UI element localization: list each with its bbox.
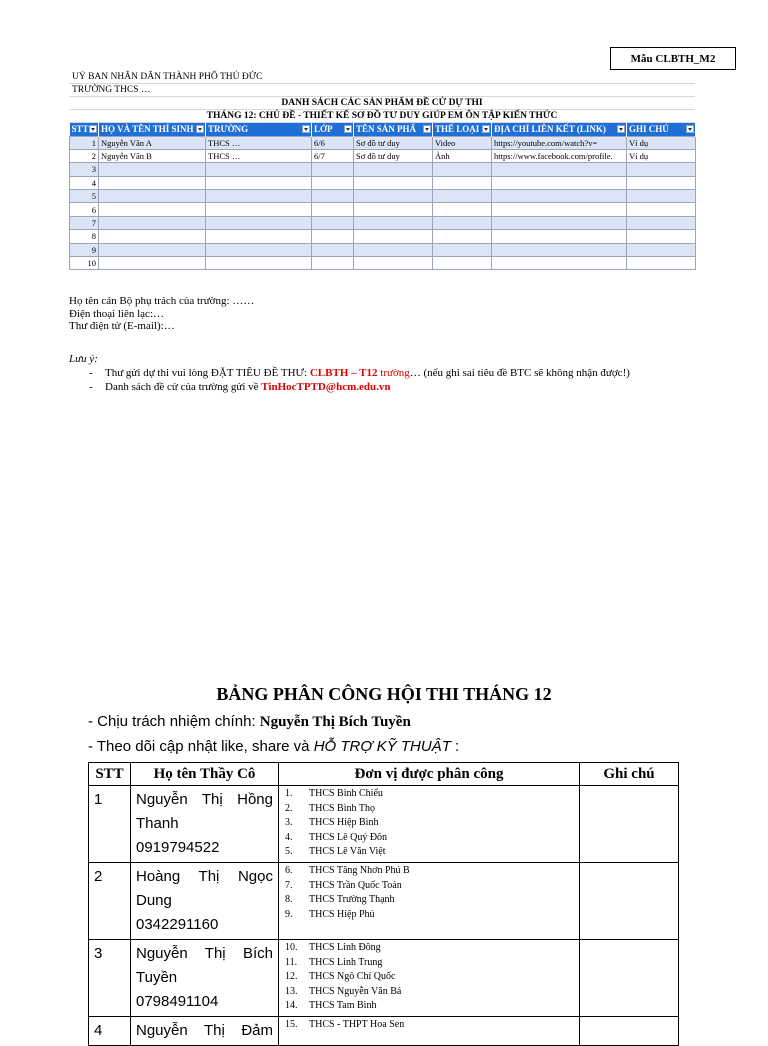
- cell-note[interactable]: [627, 176, 696, 189]
- assignment-stt: 4: [89, 1017, 131, 1046]
- cell-type[interactable]: [433, 176, 492, 189]
- cell-type[interactable]: [433, 203, 492, 216]
- cell-class[interactable]: [312, 203, 354, 216]
- cell-name[interactable]: [99, 163, 206, 176]
- assignment-note: [580, 863, 679, 940]
- cell-link[interactable]: [492, 190, 627, 203]
- assignment-row: [89, 940, 679, 1017]
- assign-column-header: Ghi chú: [580, 763, 679, 786]
- school-name: TRƯỜNG THCS …: [69, 84, 695, 97]
- cell-stt[interactable]: 10: [70, 257, 99, 270]
- committee-name: UỶ BAN NHÂN DÂN THÀNH PHỐ THỦ ĐỨC: [69, 71, 695, 84]
- assign-column-header: STT: [89, 763, 131, 786]
- subject-code: CLBTH – T12: [309, 367, 378, 379]
- assignment-stt: 1: [89, 786, 131, 863]
- cell-link[interactable]: [492, 176, 627, 189]
- table-row: [70, 203, 696, 216]
- unit-name: THCS Tăng Nhơn Phú B: [309, 865, 410, 876]
- units-cell: [279, 786, 580, 863]
- unit-name: THCS Tam Bình: [309, 1000, 377, 1011]
- teacher-name: Nguyễn Thị Bích: [136, 945, 273, 962]
- filter-dropdown-icon[interactable]: [344, 125, 352, 133]
- unit-name: THCS Ngô Chí Quốc: [309, 971, 396, 982]
- unit-item: [285, 864, 573, 879]
- registration-table: [69, 123, 696, 270]
- assignment-stt: 3: [89, 940, 131, 1017]
- cell-school[interactable]: [206, 163, 312, 176]
- cell-school[interactable]: [206, 243, 312, 256]
- sheet-title: DANH SÁCH CÁC SẢN PHẨM ĐỀ CỬ DỰ THI: [69, 97, 695, 110]
- unit-item: [285, 999, 573, 1014]
- table-row: [70, 149, 696, 162]
- unit-number: 3.: [285, 817, 293, 828]
- teacher-phone: 0919794522: [136, 839, 220, 856]
- unit-name: THCS Hiệp Phú: [309, 908, 375, 920]
- column-header[interactable]: STT: [70, 123, 99, 136]
- assignment-note: [580, 786, 679, 863]
- cell-school[interactable]: [206, 203, 312, 216]
- cell-name[interactable]: [99, 176, 206, 189]
- cell-type[interactable]: Ảnh: [433, 149, 492, 162]
- column-header[interactable]: THỂ LOẠI: [433, 123, 492, 136]
- note-section: [69, 352, 630, 394]
- note-item-subject: [89, 366, 630, 380]
- unit-number: 2.: [285, 802, 293, 814]
- units-cell: [279, 940, 580, 1017]
- assignment-row: [89, 863, 679, 940]
- support-line: [88, 738, 459, 755]
- lead-name: Nguyễn Thị Bích Tuyền: [259, 714, 411, 730]
- note-text: Danh sách đề cử của trường gửi về: [105, 381, 262, 393]
- cell-note[interactable]: Ví dụ: [627, 149, 696, 162]
- unit-item: [285, 787, 573, 802]
- table-row: [70, 163, 696, 176]
- column-header[interactable]: GHI CHÚ: [627, 123, 696, 136]
- filter-dropdown-icon[interactable]: [196, 125, 204, 133]
- unit-number: 13.: [285, 985, 298, 997]
- cell-link[interactable]: [492, 216, 627, 229]
- note-text: … (nếu ghi sai tiêu đề BTC sẽ không nhận được!): [409, 367, 630, 379]
- cell-note[interactable]: [627, 190, 696, 203]
- cell-class[interactable]: [312, 257, 354, 270]
- cell-school[interactable]: [206, 257, 312, 270]
- cell-class[interactable]: [312, 163, 354, 176]
- cell-product[interactable]: [354, 203, 433, 216]
- assign-column-header: Đơn vị được phân công: [279, 763, 580, 786]
- teacher-name-cont: Tuyền: [136, 969, 178, 986]
- cell-stt[interactable]: 8: [70, 230, 99, 243]
- template-code-badge: Mẫu CLBTH_M2: [610, 47, 736, 70]
- unit-name: THCS Trường Thạnh: [309, 894, 395, 905]
- unit-name: THCS Lê Quý Đôn: [309, 831, 388, 843]
- unit-number: 12.: [285, 971, 298, 982]
- unit-item: [285, 802, 573, 817]
- cell-name[interactable]: Nguyễn Văn B: [99, 149, 206, 162]
- support-label: - Theo dõi cập nhật like, share và: [88, 738, 314, 755]
- unit-item: [285, 879, 573, 894]
- lead-line: [88, 713, 411, 731]
- cell-product[interactable]: [354, 216, 433, 229]
- teacher-phone: 0342291160: [136, 916, 219, 933]
- unit-number: 7.: [285, 879, 293, 891]
- assignment-row: [89, 1017, 679, 1046]
- column-header[interactable]: TÊN SẢN PHẨ: [354, 123, 433, 136]
- contact-phone: Điện thoại liên lạc:…: [69, 307, 164, 320]
- filter-dropdown-icon[interactable]: [89, 125, 97, 133]
- unit-number: 15.: [285, 1019, 298, 1030]
- cell-stt[interactable]: 9: [70, 243, 99, 256]
- teacher-name-cont: Dung: [136, 892, 172, 909]
- teacher-name: Hoàng Thị Ngọc: [136, 868, 273, 885]
- contact-person: Họ tên cán Bộ phụ trách của trường: ……: [69, 295, 255, 307]
- cell-product[interactable]: [354, 230, 433, 243]
- units-cell: [279, 863, 580, 940]
- assignment-stt: 2: [89, 863, 131, 940]
- cell-stt[interactable]: 4: [70, 176, 99, 189]
- cell-link[interactable]: [492, 257, 627, 270]
- cell-class[interactable]: [312, 243, 354, 256]
- column-header[interactable]: HỌ VÀ TÊN THÍ SINH: [99, 123, 206, 136]
- teacher-name: Nguyễn Thị Hồng: [136, 791, 273, 808]
- unit-item: [285, 970, 573, 985]
- unit-item: [285, 985, 573, 1000]
- column-header[interactable]: LỚP: [312, 123, 354, 136]
- teacher-cell: [131, 786, 279, 863]
- cell-type[interactable]: [433, 243, 492, 256]
- note-title: Lưu ý:: [69, 353, 98, 365]
- cell-link[interactable]: [492, 243, 627, 256]
- cell-type[interactable]: Video: [433, 136, 492, 149]
- cell-school[interactable]: [206, 230, 312, 243]
- cell-stt[interactable]: 7: [70, 216, 99, 229]
- cell-stt[interactable]: 1: [70, 136, 99, 149]
- cell-link[interactable]: https://youtube.com/watch?v=: [492, 136, 627, 149]
- unit-name: THCS Lê Văn Việt: [309, 846, 386, 857]
- cell-note[interactable]: [627, 163, 696, 176]
- teacher-cell: [131, 940, 279, 1017]
- cell-product[interactable]: Sơ đồ tư duy: [354, 149, 433, 162]
- contact-email: Thư điện tử (E-mail):…: [69, 320, 175, 332]
- table-row: [70, 230, 696, 243]
- assignment-row: [89, 786, 679, 863]
- unit-number: 8.: [285, 894, 293, 905]
- cell-type[interactable]: [433, 216, 492, 229]
- cell-note[interactable]: [627, 243, 696, 256]
- teacher-phone: 0798491104: [136, 993, 219, 1010]
- teacher-name-cont: Thanh: [136, 815, 179, 832]
- unit-number: 6.: [285, 865, 293, 876]
- unit-name: THCS Bình Thọ: [309, 802, 375, 814]
- unit-item: [285, 1018, 573, 1033]
- email-link[interactable]: TinHocTPTD@hcm.edu.vn: [261, 381, 391, 393]
- note-text: Thư gửi dự thi vui lòng ĐẶT TIÊU ĐỀ THƯ:: [105, 367, 310, 379]
- cell-school[interactable]: THCS …: [206, 136, 312, 149]
- cell-product[interactable]: [354, 163, 433, 176]
- table-row: [70, 190, 696, 203]
- cell-class[interactable]: 6/6: [312, 136, 354, 149]
- cell-note[interactable]: [627, 257, 696, 270]
- units-cell: [279, 1017, 580, 1046]
- unit-item: [285, 831, 573, 846]
- unit-item: [285, 816, 573, 831]
- cell-type[interactable]: [433, 190, 492, 203]
- unit-number: 4.: [285, 831, 293, 843]
- assign-column-header: Họ tên Thầy Cô: [131, 763, 279, 786]
- table-row: [70, 136, 696, 149]
- filter-dropdown-icon[interactable]: [423, 125, 431, 133]
- unit-number: 11.: [285, 956, 298, 968]
- cell-name[interactable]: Nguyễn Văn A: [99, 136, 206, 149]
- cell-product[interactable]: [354, 257, 433, 270]
- support-role: HỖ TRỢ KỸ THUẬT: [313, 738, 451, 755]
- teacher-cell: [131, 863, 279, 940]
- sheet-subtitle: THÁNG 12: CHỦ ĐỀ - THIẾT KẾ SƠ ĐỒ TƯ DUY GIÚP EM ÔN TẬP KIẾN THỨC: [69, 110, 695, 123]
- table-row: [70, 216, 696, 229]
- cell-class[interactable]: [312, 190, 354, 203]
- cell-class[interactable]: [312, 216, 354, 229]
- unit-name: THCS Hiệp Bình: [309, 817, 379, 828]
- unit-number: 1.: [285, 788, 293, 799]
- cell-class[interactable]: [312, 230, 354, 243]
- cell-name[interactable]: [99, 257, 206, 270]
- filter-dropdown-icon[interactable]: [482, 125, 490, 133]
- unit-item: [285, 845, 573, 860]
- lead-label: - Chịu trách nhiệm chính:: [88, 713, 260, 730]
- filter-dropdown-icon[interactable]: [302, 125, 310, 133]
- cell-class[interactable]: 6/7: [312, 149, 354, 162]
- cell-stt[interactable]: 3: [70, 163, 99, 176]
- cell-school[interactable]: [206, 216, 312, 229]
- unit-name: THCS Nguyễn Văn Bá: [309, 985, 402, 997]
- assignment-note: [580, 1017, 679, 1046]
- table-row: [70, 176, 696, 189]
- registration-sheet: [69, 71, 695, 270]
- contact-info: [69, 295, 254, 333]
- cell-name[interactable]: [99, 243, 206, 256]
- cell-name[interactable]: [99, 203, 206, 216]
- cell-note[interactable]: Ví dụ: [627, 136, 696, 149]
- cell-type[interactable]: [433, 230, 492, 243]
- assignment-title: BẢNG PHÂN CÔNG HỘI THI THÁNG 12: [216, 684, 552, 704]
- unit-number: 9.: [285, 908, 293, 920]
- cell-school[interactable]: THCS …: [206, 149, 312, 162]
- unit-item: [285, 893, 573, 908]
- cell-link[interactable]: [492, 230, 627, 243]
- unit-name: THCS Bình Chiểu: [309, 788, 383, 799]
- unit-name: THCS Linh Trung: [309, 956, 383, 968]
- cell-stt[interactable]: 2: [70, 149, 99, 162]
- support-suffix: :: [450, 738, 460, 755]
- cell-name[interactable]: [99, 216, 206, 229]
- cell-stt[interactable]: 5: [70, 190, 99, 203]
- table-row: [70, 257, 696, 270]
- cell-product[interactable]: Sơ đồ tư duy: [354, 136, 433, 149]
- unit-number: 10.: [285, 942, 298, 953]
- teacher-name: Nguyễn Thị Đảm: [136, 1022, 273, 1039]
- cell-note[interactable]: [627, 230, 696, 243]
- cell-link[interactable]: [492, 163, 627, 176]
- cell-name[interactable]: [99, 190, 206, 203]
- column-header[interactable]: ĐỊA CHỈ LIÊN KẾT (LINK): [492, 123, 627, 136]
- unit-name: THCS Linh Đông: [309, 942, 381, 953]
- cell-stt[interactable]: 6: [70, 203, 99, 216]
- note-item-email: [89, 380, 630, 394]
- unit-name: THCS Trần Quốc Toản: [309, 879, 402, 891]
- unit-item: [285, 908, 573, 923]
- cell-product[interactable]: [354, 243, 433, 256]
- unit-number: 14.: [285, 1000, 298, 1011]
- unit-item: [285, 956, 573, 971]
- cell-link[interactable]: https://www.facebook.com/profile.: [492, 149, 627, 162]
- subject-school: trường: [377, 367, 410, 379]
- table-row: [70, 243, 696, 256]
- cell-type[interactable]: [433, 257, 492, 270]
- cell-type[interactable]: [433, 163, 492, 176]
- cell-school[interactable]: [206, 176, 312, 189]
- cell-school[interactable]: [206, 190, 312, 203]
- assignment-table: [88, 762, 679, 1046]
- cell-link[interactable]: [492, 203, 627, 216]
- cell-name[interactable]: [99, 230, 206, 243]
- filter-dropdown-icon[interactable]: [617, 125, 625, 133]
- cell-class[interactable]: [312, 176, 354, 189]
- column-header[interactable]: TRƯỜNG: [206, 123, 312, 136]
- unit-item: [285, 941, 573, 956]
- cell-product[interactable]: [354, 176, 433, 189]
- teacher-cell: [131, 1017, 279, 1046]
- filter-dropdown-icon[interactable]: [686, 125, 694, 133]
- cell-note[interactable]: [627, 203, 696, 216]
- cell-note[interactable]: [627, 216, 696, 229]
- cell-product[interactable]: [354, 190, 433, 203]
- unit-name: THCS - THPT Hoa Sen: [309, 1019, 405, 1030]
- assignment-note: [580, 940, 679, 1017]
- unit-number: 5.: [285, 846, 293, 857]
